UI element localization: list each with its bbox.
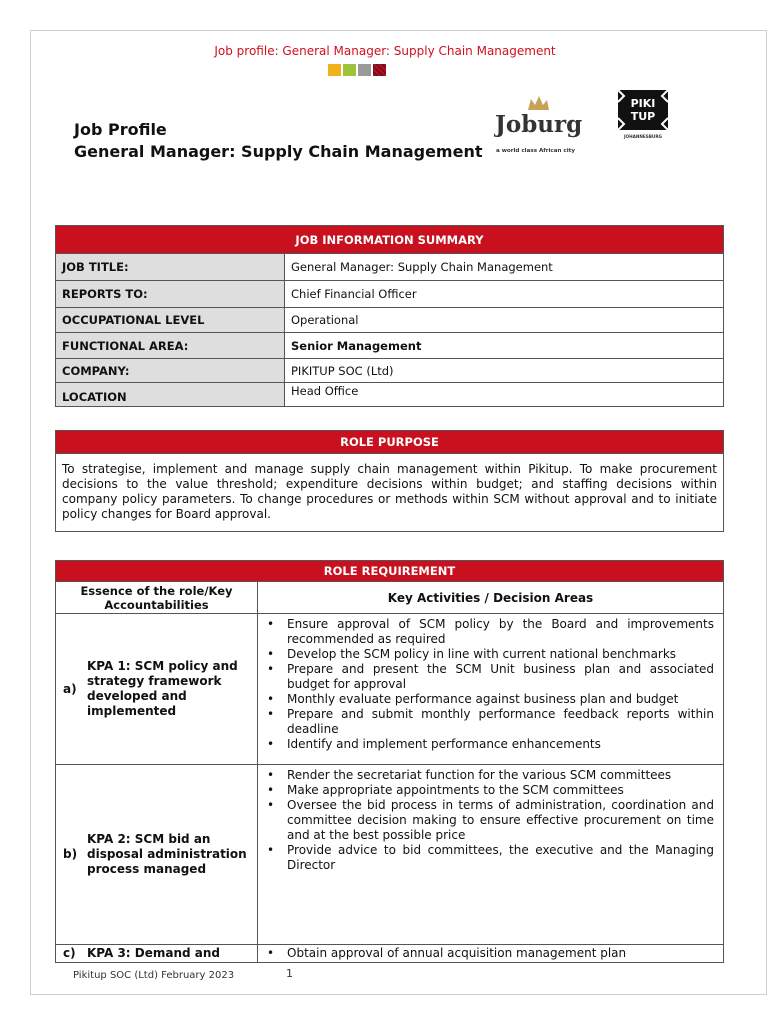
swatch-red: [373, 64, 386, 76]
job-title-value: General Manager: Supply Chain Management: [285, 254, 724, 281]
functional-area-label: FUNCTIONAL AREA:: [56, 333, 285, 359]
list-item: • Monthly evaluate performance against business plan and budget: [287, 692, 714, 707]
kpa-3-activities-cell: [258, 945, 724, 963]
list-item: • Provide advice to bid committees, the executive and the Managing Director: [287, 843, 714, 873]
joburg-logo: [494, 96, 588, 158]
role-purpose-heading: ROLE PURPOSE: [56, 431, 723, 454]
kpa-2-letter: b): [63, 847, 78, 861]
joburg-wordmark: Joburg: [495, 111, 583, 138]
kpa-1-activities-cell: [258, 614, 724, 765]
col-header-activities: Key Activities / Decision Areas: [258, 582, 724, 614]
kpa-1-cell: [56, 614, 258, 765]
location-label: LOCATION: [56, 383, 285, 407]
list-item: • Oversee the bid process in terms of administration, coordination and committee decision making to ensure effective procurement on time and at the best possible price: [287, 798, 714, 843]
page-title: [74, 119, 483, 163]
page-title-line1: Job Profile: [74, 120, 167, 139]
kpa-3-title: KPA 3: Demand and: [87, 946, 221, 960]
kpa-2-activities: [259, 766, 722, 873]
col-header-accountabilities: Essence of the role/Key Accountabilities: [56, 582, 258, 614]
list-item: • Prepare and present the SCM Unit business plan and associated budget for approval: [287, 662, 714, 692]
kpa-2-title: KPA 2: SCM bid an disposal administration process managed: [87, 832, 247, 876]
color-swatches: [328, 64, 386, 76]
occupational-level-value: Operational: [285, 308, 724, 333]
company-label: COMPANY:: [56, 359, 285, 383]
pikitup-logo: [612, 86, 674, 142]
location-value: Head Office: [285, 383, 724, 407]
pikitup-logo-line1: PIKI: [630, 97, 656, 110]
functional-area-value: Senior Management: [285, 333, 724, 359]
kpa-3-activities: [259, 946, 722, 961]
footer-text: Pikitup SOC (Ltd) February 2023: [73, 970, 235, 981]
list-item: • Identify and implement performance enhancements: [287, 737, 714, 752]
page-title-line2: General Manager: Supply Chain Management: [74, 142, 483, 161]
role-purpose-section: [55, 430, 724, 532]
job-info-heading: JOB INFORMATION SUMMARY: [56, 226, 724, 254]
page-number: 1: [286, 967, 293, 980]
kpa-3-letter: c): [63, 946, 76, 960]
joburg-tagline: a world class African city: [496, 148, 575, 154]
list-item: • Prepare and submit monthly performance feedback reports within deadline: [287, 707, 714, 737]
running-header: Job profile: General Manager: Supply Chain Management: [214, 44, 556, 58]
kpa-1-activities: [259, 615, 722, 752]
swatch-grey: [358, 64, 371, 76]
occupational-level-label: OCCUPATIONAL LEVEL: [56, 308, 285, 333]
list-item: • Make appropriate appointments to the SCM committees: [287, 783, 714, 798]
kpa-1-letter: a): [63, 681, 77, 696]
list-item: • Ensure approval of SCM policy by the Board and improvements recommended as required: [287, 617, 714, 647]
reports-to-label: REPORTS TO:: [56, 281, 285, 308]
role-purpose-text: To strategise, implement and manage supply chain management within Pikitup. To make procurement decisions to the value threshold; expenditure decisions within budget; and staffing decisions within company policy parameters. To change procedures or methods within SCM without approval and to initiate policy changes for Board approval.: [62, 462, 717, 521]
reports-to-value: Chief Financial Officer: [285, 281, 724, 308]
kpa-2-activities-cell: [258, 765, 724, 945]
kpa-3-cell: [56, 945, 258, 963]
role-requirement-table: [55, 560, 724, 963]
kpa-1-title: KPA 1: SCM policy and strategy framework developed and implemented: [87, 659, 238, 718]
role-requirement-heading: ROLE REQUIREMENT: [56, 561, 724, 582]
list-item: • Render the secretariat function for the various SCM committees: [287, 768, 714, 783]
pikitup-logo-line3: JOHANNESBURG: [623, 134, 663, 139]
job-title-label: JOB TITLE:: [56, 254, 285, 281]
company-value: PIKITUP SOC (Ltd): [285, 359, 724, 383]
pikitup-logo-line2: TUP: [630, 110, 656, 123]
list-item: • Develop the SCM policy in line with current national benchmarks: [287, 647, 714, 662]
swatch-yellow: [328, 64, 341, 76]
kpa-2-cell: [56, 765, 258, 945]
swatch-green: [343, 64, 356, 76]
job-info-table: [55, 225, 724, 407]
list-item: • Obtain approval of annual acquisition management plan: [287, 946, 714, 961]
